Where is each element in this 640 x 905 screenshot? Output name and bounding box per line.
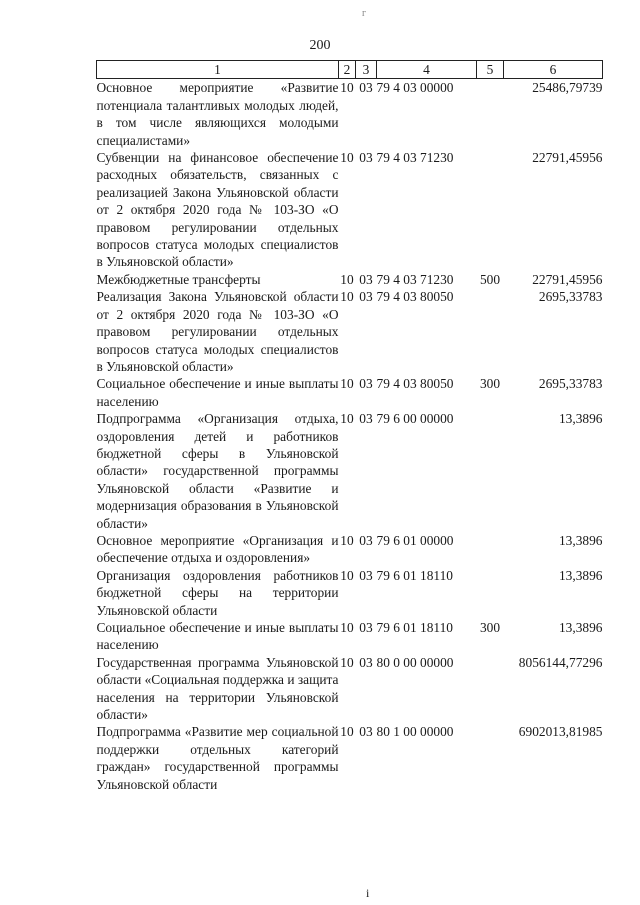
row-target-article: 80 1 00 00000 bbox=[376, 724, 454, 740]
row-name: Подпрограмма «Развитие мер социальной поддержки отдельных категорий граждан» государственной программы Ульяновской области bbox=[96, 724, 339, 792]
row-amount: 13,3896 bbox=[558, 532, 603, 548]
row-name: Социальное обеспечение и иные выплаты населению bbox=[96, 620, 339, 653]
header-col-vr: 5 bbox=[477, 61, 504, 79]
table-row bbox=[97, 149, 603, 271]
row-expense-type bbox=[477, 532, 504, 567]
row-expense-type: 500 bbox=[479, 271, 501, 287]
row-section: 10 bbox=[340, 567, 354, 583]
row-amount: 8056144,77296 bbox=[518, 654, 603, 670]
table-row bbox=[97, 375, 603, 410]
row-name: Основное мероприятие «Организация и обеспечение отдыха и оздоровления» bbox=[96, 532, 339, 566]
row-expense-type bbox=[477, 567, 504, 619]
bottom-margin-mark: і bbox=[366, 886, 370, 900]
row-section: 10 bbox=[340, 80, 354, 96]
row-subsection: 03 bbox=[359, 532, 373, 548]
row-section: 10 bbox=[340, 150, 354, 166]
row-name: Основное мероприятие «Развитие потенциала талантливых молодых людей, в том числе являющихся молодыми специалистами» bbox=[96, 80, 339, 148]
row-section: 10 bbox=[340, 620, 354, 635]
row-name: Государственная программа Ульяновской области «Социальная поддержка и защита населения на территории Ульяновской области» bbox=[96, 654, 339, 723]
table-row bbox=[97, 654, 603, 724]
row-amount: 6902013,81985 bbox=[518, 724, 603, 740]
row-section: 10 bbox=[340, 411, 354, 427]
budget-table bbox=[96, 60, 603, 793]
row-name: Организация оздоровления работников бюджетной сферы на территории Ульяновской области bbox=[96, 567, 339, 618]
row-name: Социальное обеспечение и иные выплаты населению bbox=[96, 376, 339, 409]
row-section: 10 bbox=[340, 654, 354, 670]
row-name: Подпрограмма «Организация отдыха, оздоровления детей и работников бюджетной сферы в Ульяновской области» государственной программы Ульяновской области «Развитие и модернизация образования в Ульяновской области» bbox=[96, 411, 339, 531]
row-name: Субвенции на финансовое обеспечение расходных обязательств, связанных с реализацией Закона Ульяновской области от 2 октября 2020 года № 103-ЗО «О правовом регулировании отдельных вопросов статуса молодых специалистов в Ульяновской области» bbox=[96, 150, 339, 270]
row-expense-type bbox=[477, 410, 504, 532]
header-col-sum: 6 bbox=[504, 61, 603, 79]
row-expense-type bbox=[477, 654, 504, 724]
row-subsection: 03 bbox=[359, 271, 373, 287]
header-col-rz: 2 bbox=[339, 61, 356, 79]
row-section: 10 bbox=[340, 376, 354, 392]
row-amount: 13,3896 bbox=[558, 567, 603, 583]
table-row bbox=[97, 288, 603, 375]
row-expense-type bbox=[477, 288, 504, 375]
row-amount: 22791,45956 bbox=[532, 271, 603, 287]
row-target-article: 79 4 03 71230 bbox=[376, 150, 454, 166]
row-section: 10 bbox=[340, 724, 354, 740]
table-row bbox=[97, 79, 603, 149]
row-target-article: 79 4 03 80050 bbox=[376, 376, 454, 392]
row-subsection: 03 bbox=[359, 411, 373, 427]
row-expense-type: 300 bbox=[479, 376, 501, 392]
row-subsection: 03 bbox=[359, 724, 373, 740]
row-subsection: 03 bbox=[359, 80, 373, 96]
table-row bbox=[97, 567, 603, 619]
row-target-article: 79 4 03 00000 bbox=[376, 80, 454, 96]
row-target-article: 79 6 01 18110 bbox=[376, 620, 453, 635]
row-section: 10 bbox=[340, 289, 354, 305]
row-subsection: 03 bbox=[359, 150, 373, 166]
page-number: 200 bbox=[309, 38, 331, 53]
row-target-article: 80 0 00 00000 bbox=[376, 654, 454, 670]
row-subsection: 03 bbox=[359, 376, 373, 392]
row-target-article: 79 4 03 71230 bbox=[376, 271, 454, 287]
table-header-row bbox=[97, 61, 603, 79]
table-row bbox=[97, 410, 603, 532]
row-target-article: 79 4 03 80050 bbox=[376, 289, 454, 305]
row-name: Реализация Закона Ульяновской области от 2 октября 2020 года № 103-ЗО «О правовом регулировании отдельных вопросов статуса молодых специалистов в Ульяновской области» bbox=[96, 289, 339, 374]
top-margin-mark: г bbox=[362, 8, 367, 19]
row-amount: 25486,79739 bbox=[532, 80, 603, 96]
row-subsection: 03 bbox=[359, 567, 373, 583]
row-amount: 13,3896 bbox=[558, 620, 603, 635]
row-amount: 2695,33783 bbox=[538, 289, 603, 305]
row-subsection: 03 bbox=[359, 289, 373, 305]
row-subsection: 03 bbox=[359, 620, 373, 635]
table-row bbox=[97, 619, 603, 654]
row-section: 10 bbox=[340, 271, 354, 287]
row-expense-type: 300 bbox=[479, 620, 501, 635]
row-target-article: 79 6 01 18110 bbox=[376, 567, 453, 583]
row-target-article: 79 6 01 00000 bbox=[376, 532, 454, 548]
row-expense-type bbox=[477, 79, 504, 149]
header-col-name: 1 bbox=[97, 61, 339, 79]
row-section: 10 bbox=[340, 532, 354, 548]
row-amount: 2695,33783 bbox=[538, 376, 603, 392]
table-row bbox=[97, 723, 603, 793]
table-row bbox=[97, 271, 603, 288]
row-amount: 22791,45956 bbox=[532, 150, 603, 166]
table-row bbox=[97, 532, 603, 567]
header-col-pr: 3 bbox=[356, 61, 377, 79]
row-name: Межбюджетные трансферты bbox=[96, 271, 261, 287]
row-subsection: 03 bbox=[359, 654, 373, 670]
row-expense-type bbox=[477, 149, 504, 271]
row-amount: 13,3896 bbox=[558, 411, 603, 427]
row-target-article: 79 6 00 00000 bbox=[376, 411, 454, 427]
row-expense-type bbox=[477, 723, 504, 793]
header-col-csr: 4 bbox=[377, 61, 477, 79]
